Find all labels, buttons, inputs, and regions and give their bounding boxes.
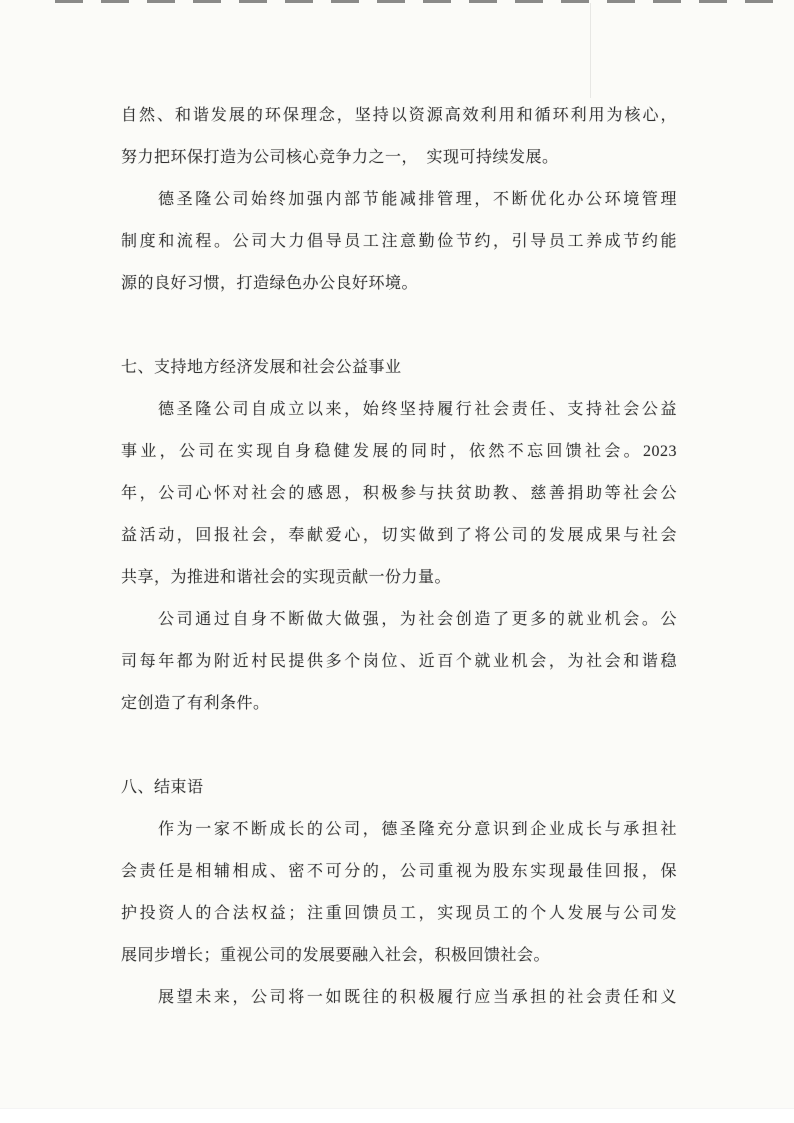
text-line: 展同步增长；重视公司的发展要融入社会，积极回馈社会。 bbox=[121, 947, 551, 964]
blank-line bbox=[121, 305, 677, 347]
text-line: 德圣隆公司始终加强内部节能减排管理，不断优化办公环境管理 bbox=[158, 191, 677, 208]
text-line: 事业，公司在实现自身稳健发展的同时，依然不忘回馈社会。2023 bbox=[121, 443, 677, 460]
text-line: 展望未来，公司将一如既往的积极履行应当承担的社会责任和义 bbox=[158, 989, 677, 1006]
text-line: 源的良好习惯，打造绿色办公良好环境。 bbox=[121, 275, 419, 292]
section-heading-seven: 七、支持地方经济发展和社会公益事业 bbox=[121, 359, 402, 376]
text-line: 德圣隆公司自成立以来，始终坚持履行社会责任、支持社会公益 bbox=[158, 401, 677, 418]
text-line: 努力把环保打造为公司核心竞争力之一， 实现可持续发展。 bbox=[121, 149, 559, 166]
text-line: 护投资人的合法权益；注重回馈员工，实现员工的个人发展与公司发 bbox=[121, 905, 677, 922]
text-line: 益活动，回报社会，奉献爱心，切实做到了将公司的发展成果与社会 bbox=[121, 527, 677, 544]
scan-artifact-bottom-edge bbox=[0, 1108, 794, 1123]
blank-line bbox=[121, 725, 677, 767]
text-line: 会责任是相辅相成、密不可分的，公司重视为股东实现最佳回报，保 bbox=[121, 863, 677, 880]
text-line: 公司通过自身不断做大做强，为社会创造了更多的就业机会。公 bbox=[158, 611, 677, 628]
text-line: 年，公司心怀对社会的感恩，积极参与扶贫助教、慈善捐助等社会公 bbox=[121, 485, 677, 502]
text-line: 制度和流程。公司大力倡导员工注意勤俭节约，引导员工养成节约能 bbox=[121, 233, 677, 250]
text-line: 司每年都为附近村民提供多个岗位、近百个就业机会，为社会和谐稳 bbox=[121, 653, 677, 670]
section-heading-eight: 八、结束语 bbox=[121, 779, 204, 796]
document-text-column bbox=[121, 95, 677, 1019]
scan-artifact-top-edge bbox=[55, 0, 783, 3]
scan-artifact-vertical-line bbox=[590, 3, 591, 98]
text-line: 自然、和谐发展的环保理念，坚持以资源高效利用和循环利用为核心， bbox=[121, 107, 677, 124]
text-line: 共享，为推进和谐社会的实现贡献一份力量。 bbox=[121, 569, 452, 586]
text-line: 定创造了有利条件。 bbox=[121, 695, 270, 712]
text-line: 作为一家不断成长的公司，德圣隆充分意识到企业成长与承担社 bbox=[158, 821, 677, 838]
